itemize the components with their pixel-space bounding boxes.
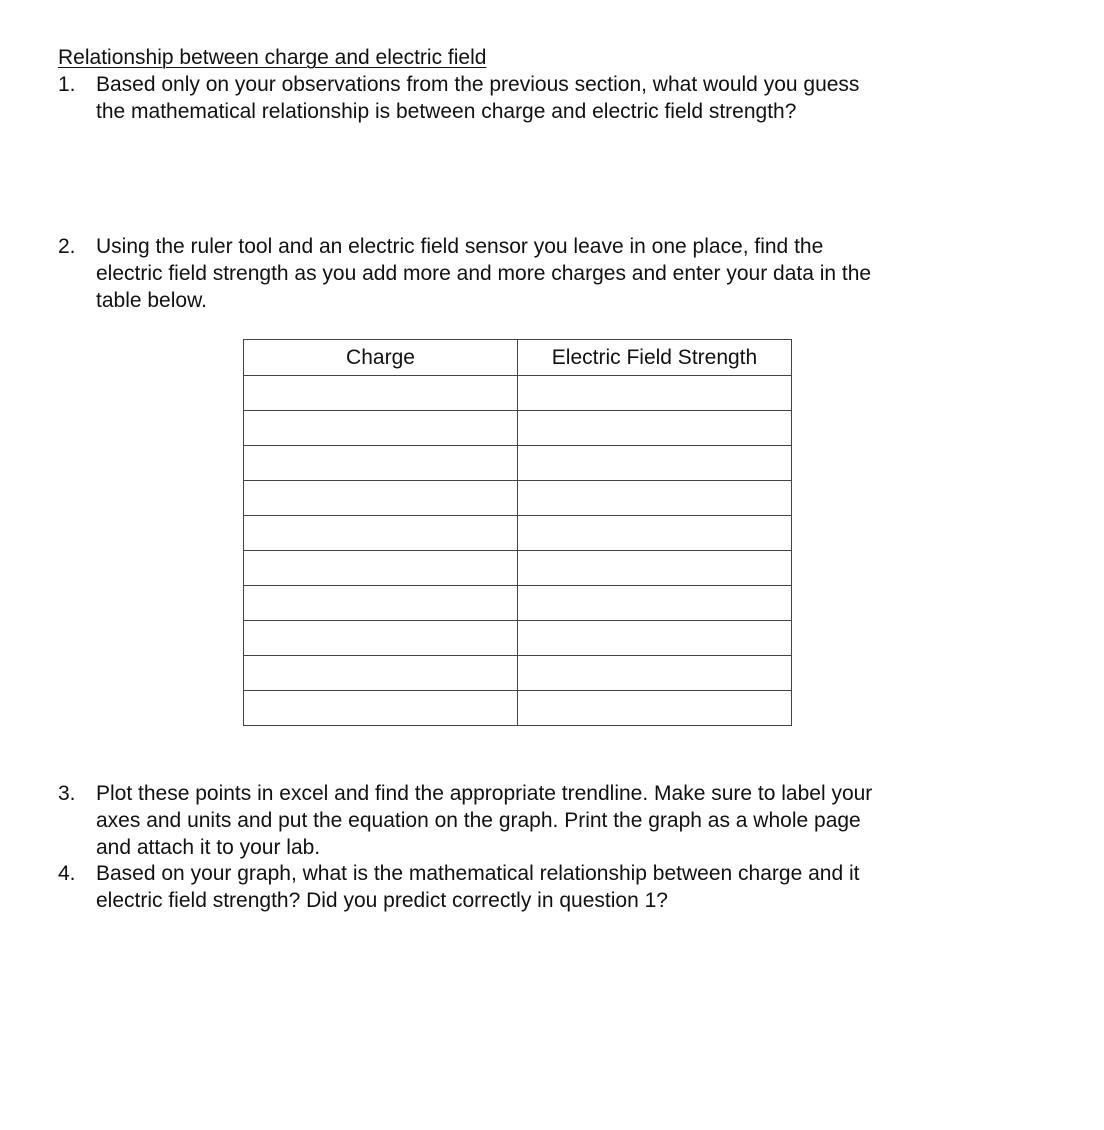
question-4 xyxy=(58,860,1058,914)
charge-cell[interactable] xyxy=(244,656,518,691)
field-strength-cell[interactable] xyxy=(518,551,792,586)
data-table xyxy=(243,339,792,726)
table-row xyxy=(244,656,792,691)
question-number: 1. xyxy=(58,73,76,96)
charge-cell[interactable] xyxy=(244,376,518,411)
table-row xyxy=(244,586,792,621)
charge-cell[interactable] xyxy=(244,446,518,481)
field-strength-cell[interactable] xyxy=(518,656,792,691)
charge-cell[interactable] xyxy=(244,691,518,726)
question-line: and attach it to your lab. xyxy=(96,836,321,859)
charge-cell[interactable] xyxy=(244,481,518,516)
table-row xyxy=(244,621,792,656)
table-row xyxy=(244,551,792,586)
question-text xyxy=(96,780,1058,861)
question-line: the mathematical relationship is between charge and electric field strength? xyxy=(96,100,797,123)
table-row xyxy=(244,516,792,551)
question-text xyxy=(96,233,1058,314)
charge-cell[interactable] xyxy=(244,551,518,586)
question-line: table below. xyxy=(96,289,207,312)
question-text xyxy=(96,860,1058,914)
table-row xyxy=(244,691,792,726)
charge-cell[interactable] xyxy=(244,621,518,656)
field-strength-cell[interactable] xyxy=(518,516,792,551)
question-number: 4. xyxy=(58,862,76,885)
section-heading: Relationship between charge and electric field xyxy=(58,46,487,69)
question-number: 3. xyxy=(58,782,76,805)
question-2 xyxy=(58,233,1058,314)
table-header-row xyxy=(244,340,792,376)
question-number: 2. xyxy=(58,235,76,258)
question-text xyxy=(96,71,1058,125)
field-strength-cell[interactable] xyxy=(518,411,792,446)
question-line: Based only on your observations from the previous section, what would you guess xyxy=(96,73,860,96)
table-row xyxy=(244,446,792,481)
field-strength-cell[interactable] xyxy=(518,586,792,621)
table-row xyxy=(244,481,792,516)
question-line: axes and units and put the equation on the graph. Print the graph as a whole page xyxy=(96,809,861,832)
question-3 xyxy=(58,780,1058,861)
question-line: Based on your graph, what is the mathematical relationship between charge and it xyxy=(96,862,860,885)
question-line: electric field strength as you add more and more charges and enter your data in the xyxy=(96,262,872,285)
question-line: Plot these points in excel and find the appropriate trendline. Make sure to label your xyxy=(96,782,873,805)
field-strength-cell[interactable] xyxy=(518,691,792,726)
field-strength-cell[interactable] xyxy=(518,621,792,656)
field-strength-cell[interactable] xyxy=(518,481,792,516)
question-line: Using the ruler tool and an electric field sensor you leave in one place, find the xyxy=(96,235,824,258)
charge-cell[interactable] xyxy=(244,516,518,551)
table-row xyxy=(244,411,792,446)
table-body xyxy=(244,376,792,726)
charge-cell[interactable] xyxy=(244,586,518,621)
field-strength-cell[interactable] xyxy=(518,376,792,411)
header-charge: Charge xyxy=(244,340,518,376)
charge-cell[interactable] xyxy=(244,411,518,446)
question-line: electric field strength? Did you predict correctly in question 1? xyxy=(96,889,668,912)
header-electric-field-strength: Electric Field Strength xyxy=(518,340,792,376)
question-1 xyxy=(58,71,1058,125)
field-strength-cell[interactable] xyxy=(518,446,792,481)
table-row xyxy=(244,376,792,411)
